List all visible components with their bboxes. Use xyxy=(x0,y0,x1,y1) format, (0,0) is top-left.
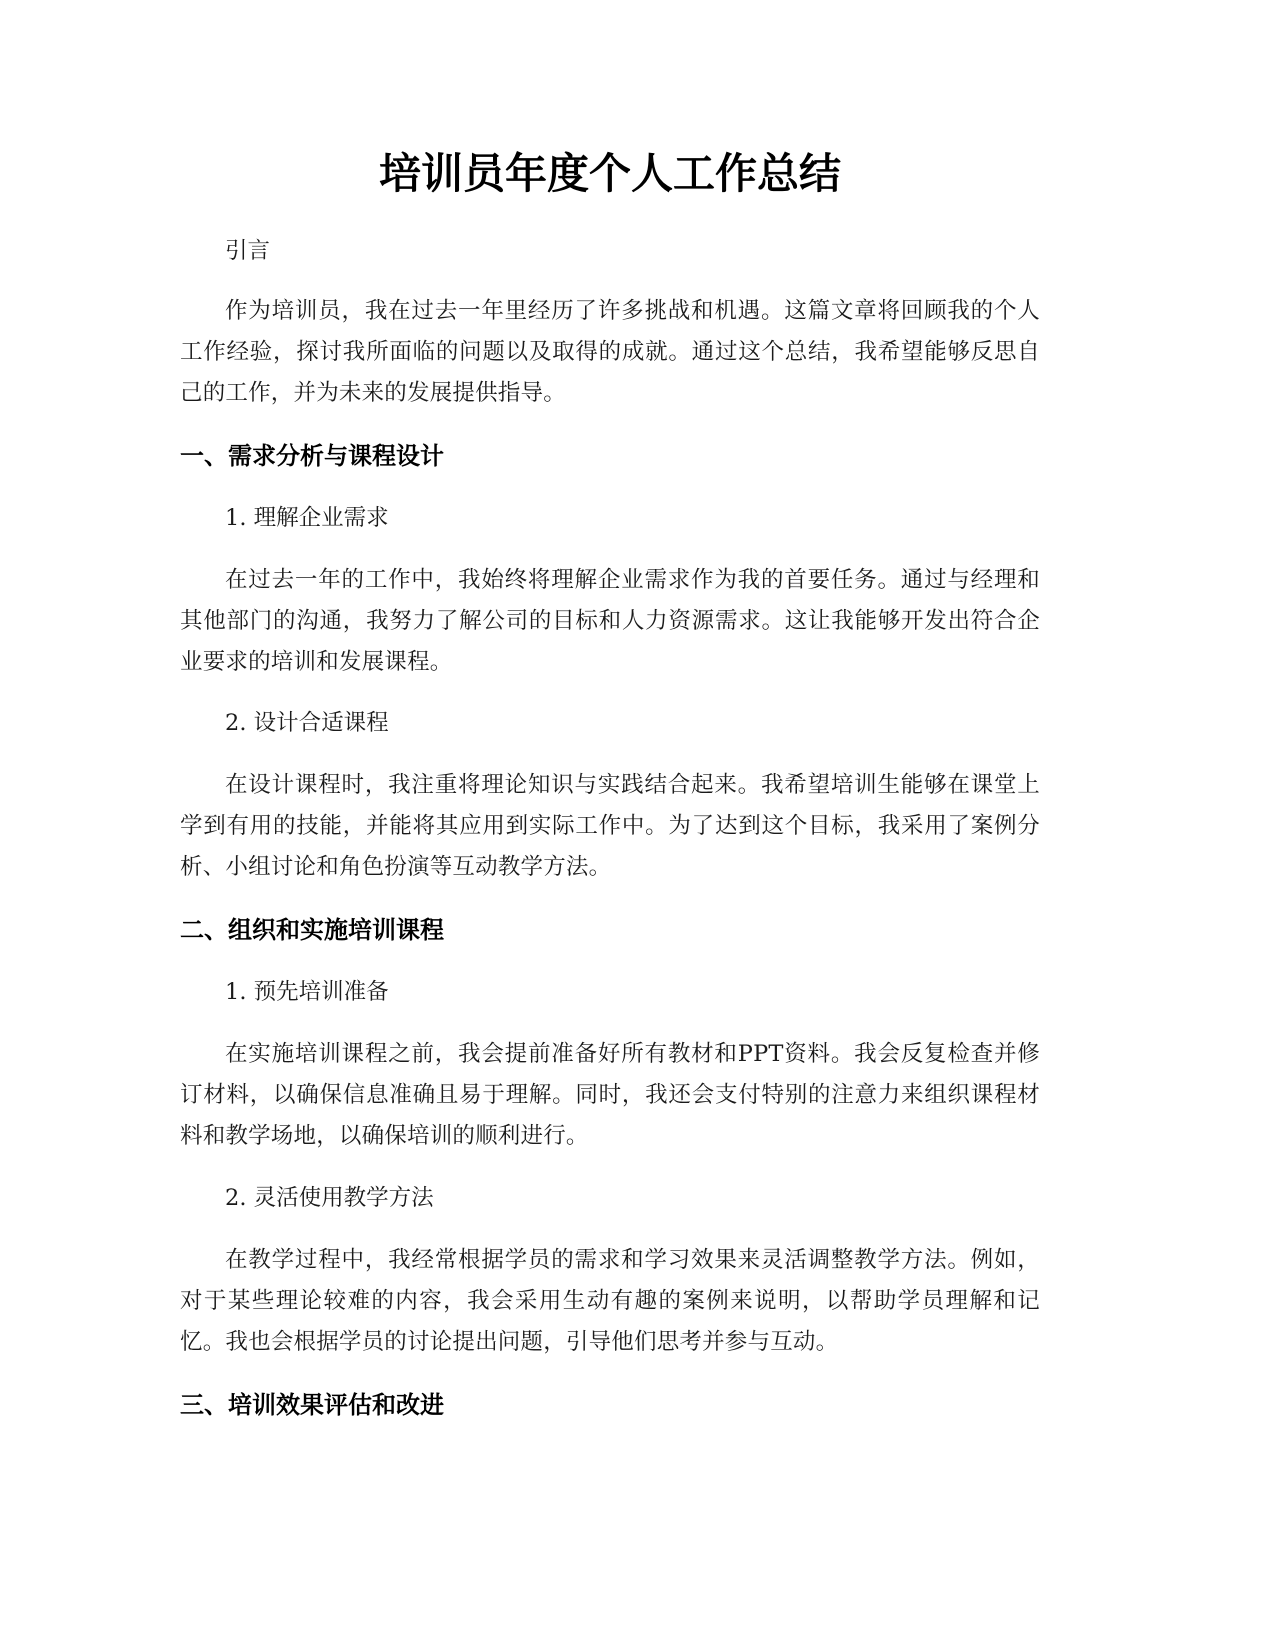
paragraph-1-1: 在过去一年的工作中，我始终将理解企业需求作为我的首要任务。通过与经理和其他部门的沟通，我努力了解公司的目标和人力资源需求。这让我能够开发出符合企业要求的培训和发展课程。 xyxy=(180,567,1040,675)
subheading-2-1: 1. 预先培训准备 xyxy=(225,979,389,1005)
section-heading-3: 三、培训效果评估和改进 xyxy=(180,1391,444,1419)
intro-label: 引言 xyxy=(225,238,271,264)
section-heading-2: 二、组织和实施培训课程 xyxy=(180,916,444,944)
document-page xyxy=(180,0,1040,1650)
intro-paragraph: 作为培训员，我在过去一年里经历了许多挑战和机遇。这篇文章将回顾我的个人工作经验，探讨我所面临的问题以及取得的成就。通过这个总结，我希望能够反思自己的工作，并为未来的发展提供指导。 xyxy=(180,298,1040,406)
document-title: 培训员年度个人工作总结 xyxy=(378,149,841,198)
paragraph-2-1: 在实施培训课程之前，我会提前准备好所有教材和PPT资料。我会反复检查并修订材料，以确保信息准确且易于理解。同时，我还会支付特别的注意力来组织课程材料和教学场地，以确保培训的顺利进行。 xyxy=(180,1041,1040,1149)
section-heading-1: 一、需求分析与课程设计 xyxy=(180,442,444,470)
paragraph-1-2: 在设计课程时，我注重将理论知识与实践结合起来。我希望培训生能够在课堂上学到有用的技能，并能将其应用到实际工作中。为了达到这个目标，我采用了案例分析、小组讨论和角色扮演等互动教学方法。 xyxy=(180,772,1040,880)
subheading-1-2: 2. 设计合适课程 xyxy=(225,710,389,736)
paragraph-2-2: 在教学过程中，我经常根据学员的需求和学习效果来灵活调整教学方法。例如，对于某些理论较难的内容，我会采用生动有趣的案例来说明，以帮助学员理解和记忆。我也会根据学员的讨论提出问题，引导他们思考并参与互动。 xyxy=(180,1247,1040,1355)
subheading-1-1: 1. 理解企业需求 xyxy=(225,505,389,531)
subheading-2-2: 2. 灵活使用教学方法 xyxy=(225,1185,434,1211)
